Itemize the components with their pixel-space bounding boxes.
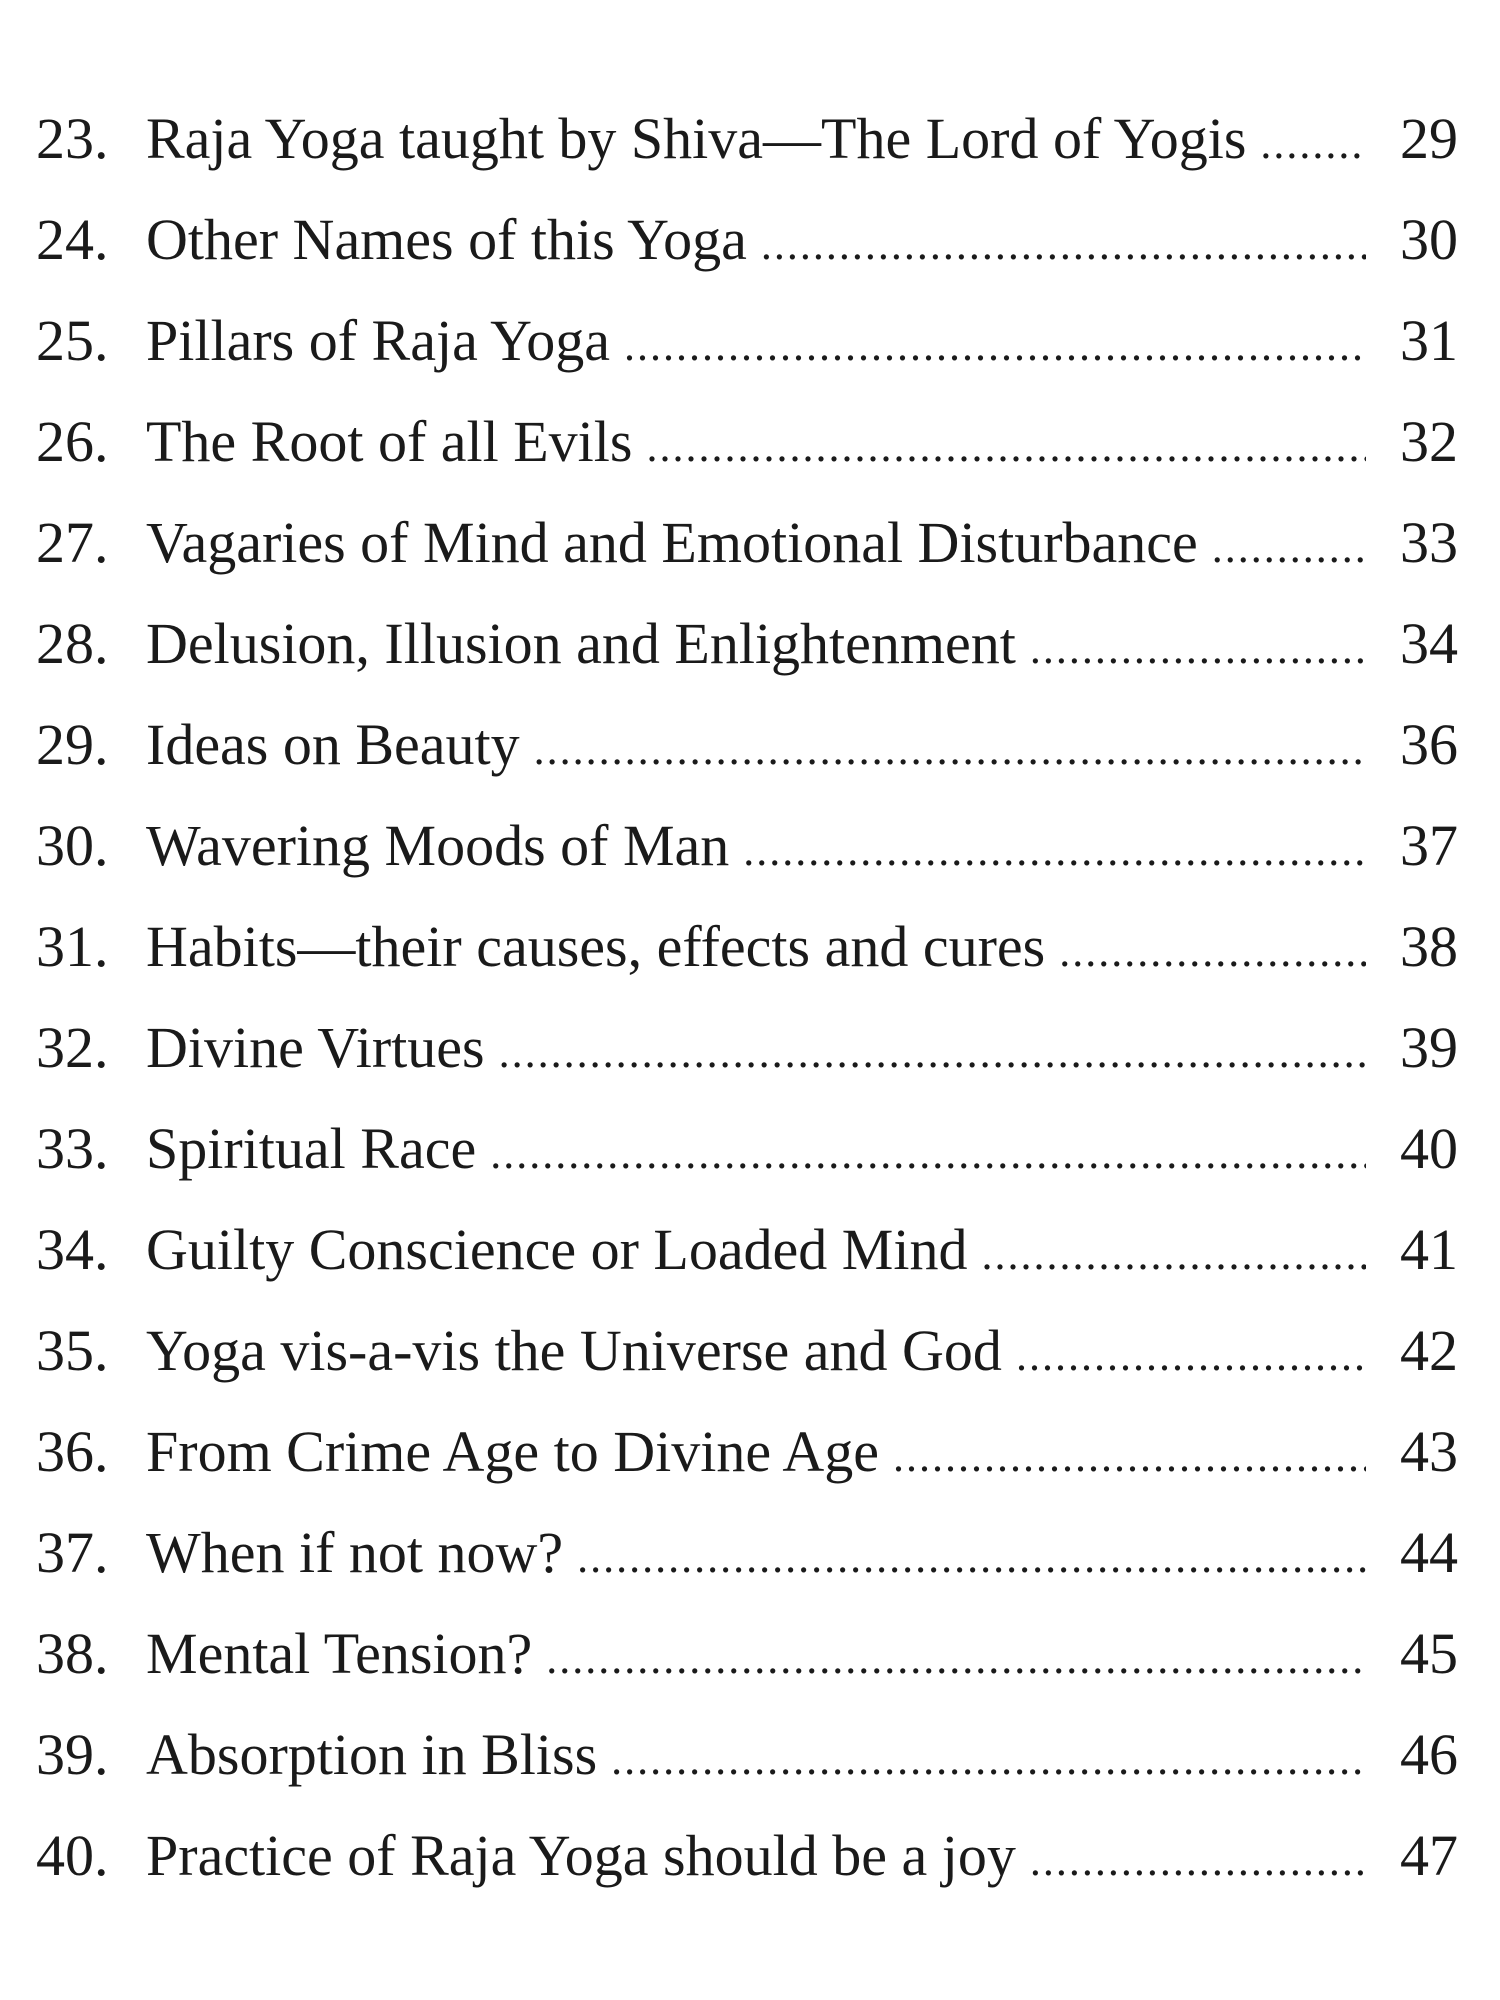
toc-entry: [36, 298, 1458, 384]
entry-number: 32.: [36, 1015, 109, 1080]
dot-leader: [761, 202, 1366, 288]
toc-entry: [36, 1005, 1458, 1091]
entry-title: Absorption in Bliss: [146, 1722, 598, 1787]
entry-page-number: 31: [1400, 308, 1458, 373]
dot-leader: [982, 1212, 1367, 1298]
entry-number: 29.: [36, 712, 109, 777]
entry-title: Practice of Raja Yoga should be a joy: [146, 1823, 1016, 1888]
dot-leader: [611, 1717, 1366, 1803]
dot-leader: [1030, 1818, 1366, 1904]
dot-leader: [546, 1616, 1366, 1702]
toc-entry: [36, 1813, 1458, 1899]
entry-number: 28.: [36, 611, 109, 676]
entry-number: 25.: [36, 308, 109, 373]
dot-leader: [624, 303, 1366, 389]
entry-number: 39.: [36, 1722, 109, 1787]
entry-title: Wavering Moods of Man: [146, 813, 730, 878]
entry-title: Mental Tension?: [146, 1621, 533, 1686]
entry-number: 40.: [36, 1823, 109, 1888]
entry-page-number: 32: [1400, 409, 1458, 474]
entry-page-number: 37: [1400, 813, 1458, 878]
entry-number: 27.: [36, 510, 109, 575]
entry-number: 35.: [36, 1318, 109, 1383]
dot-leader: [1212, 505, 1366, 591]
entry-page-number: 38: [1400, 914, 1458, 979]
toc-entry: [36, 500, 1458, 586]
dot-leader: [743, 808, 1366, 894]
dot-leader: [647, 404, 1367, 490]
toc-entry: [36, 803, 1458, 889]
entry-page-number: 43: [1400, 1419, 1458, 1484]
entry-page-number: 36: [1400, 712, 1458, 777]
toc-entry: [36, 1510, 1458, 1596]
entry-page-number: 33: [1400, 510, 1458, 575]
dot-leader: [499, 1010, 1366, 1096]
entry-number: 34.: [36, 1217, 109, 1282]
entry-page-number: 46: [1400, 1722, 1458, 1787]
toc-entry: [36, 1308, 1458, 1394]
entry-title: Habits—their causes, effects and cures: [146, 914, 1046, 979]
entry-title: Vagaries of Mind and Emotional Disturbance: [146, 510, 1198, 575]
toc-entry: [36, 1106, 1458, 1192]
entry-title: Divine Virtues: [146, 1015, 485, 1080]
entry-page-number: 40: [1400, 1116, 1458, 1181]
entry-title: Guilty Conscience or Loaded Mind: [146, 1217, 968, 1282]
entry-page-number: 42: [1400, 1318, 1458, 1383]
entry-number: 33.: [36, 1116, 109, 1181]
entry-page-number: 29: [1400, 106, 1458, 171]
toc-entry: [36, 702, 1458, 788]
dot-leader: [534, 707, 1366, 793]
toc-entry: [36, 197, 1458, 283]
entry-page-number: 30: [1400, 207, 1458, 272]
entry-number: 23.: [36, 106, 109, 171]
dot-leader: [1030, 606, 1366, 692]
toc-entry: [36, 1207, 1458, 1293]
toc-entry: [36, 1712, 1458, 1798]
dot-leader: [893, 1414, 1366, 1500]
entry-number: 37.: [36, 1520, 109, 1585]
entry-title: Yoga vis-a-vis the Universe and God: [146, 1318, 1002, 1383]
dot-leader: [577, 1515, 1366, 1601]
entry-page-number: 39: [1400, 1015, 1458, 1080]
toc-entry: [36, 904, 1458, 990]
toc-entry: [36, 96, 1458, 182]
entry-page-number: 34: [1400, 611, 1458, 676]
entry-title: The Root of all Evils: [146, 409, 633, 474]
entry-title: Spiritual Race: [146, 1116, 477, 1181]
entry-page-number: 45: [1400, 1621, 1458, 1686]
entry-title: When if not now?: [146, 1520, 564, 1585]
entry-number: 36.: [36, 1419, 109, 1484]
entry-number: 31.: [36, 914, 109, 979]
entry-title: Raja Yoga taught by Shiva—The Lord of Yogis: [146, 106, 1247, 171]
entry-title: From Crime Age to Divine Age: [146, 1419, 879, 1484]
entry-number: 30.: [36, 813, 109, 878]
entry-title: Other Names of this Yoga: [146, 207, 747, 272]
dot-leader: [1059, 909, 1366, 995]
entry-page-number: 44: [1400, 1520, 1458, 1585]
entry-page-number: 41: [1400, 1217, 1458, 1282]
dot-leader: [490, 1111, 1366, 1197]
entry-number: 26.: [36, 409, 109, 474]
entry-title: Pillars of Raja Yoga: [146, 308, 610, 373]
entry-page-number: 47: [1400, 1823, 1458, 1888]
toc-entry: [36, 1611, 1458, 1697]
entry-number: 38.: [36, 1621, 109, 1686]
toc-entry: [36, 601, 1458, 687]
dot-leader: [1016, 1313, 1366, 1399]
toc-entry: [36, 1409, 1458, 1495]
dot-leader: [1260, 101, 1366, 187]
entry-number: 24.: [36, 207, 109, 272]
entry-title: Delusion, Illusion and Enlightenment: [146, 611, 1016, 676]
entry-title: Ideas on Beauty: [146, 712, 520, 777]
toc-entry: [36, 399, 1458, 485]
